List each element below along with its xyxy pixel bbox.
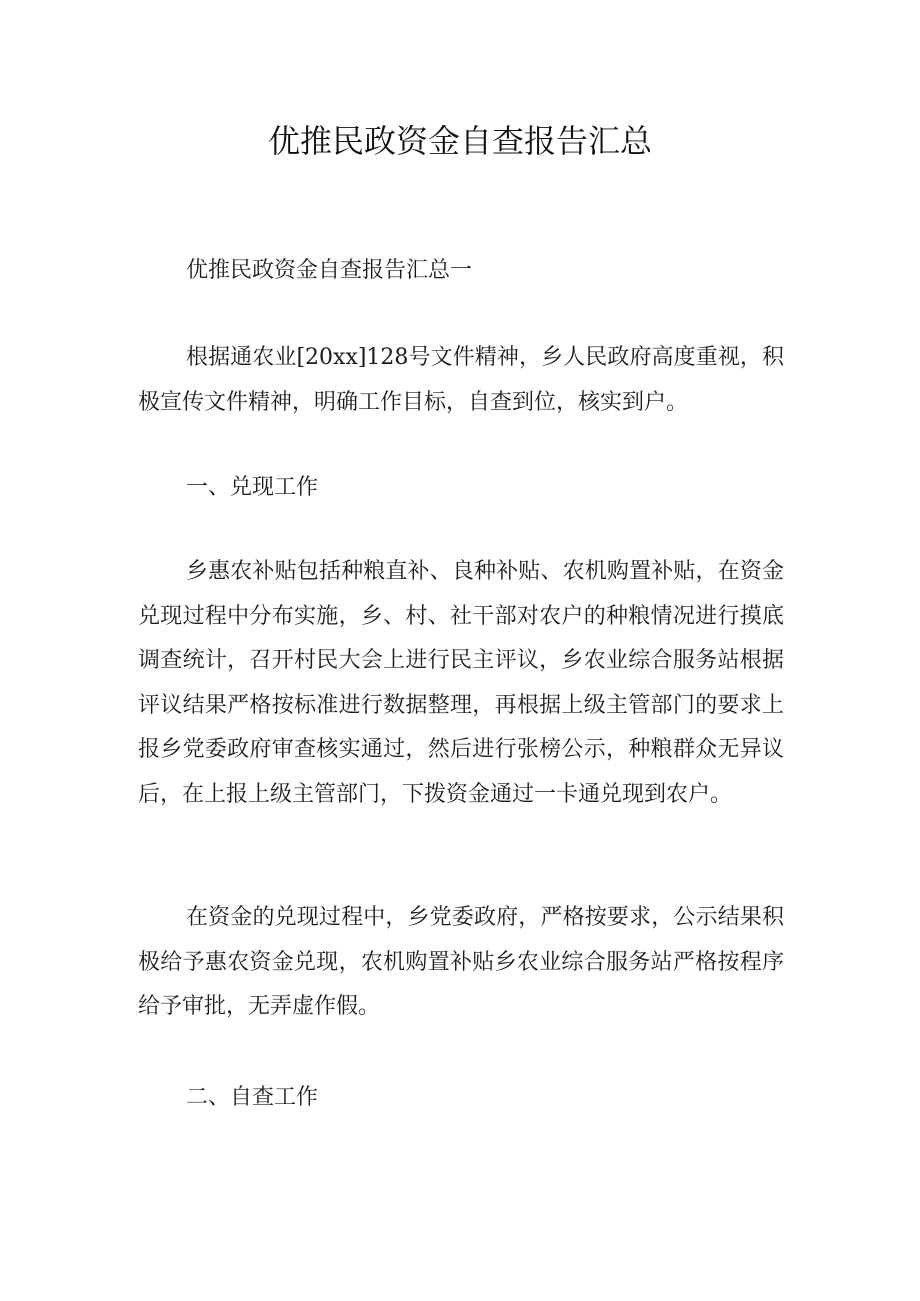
section-heading-2: 二、自查工作 — [186, 1085, 319, 1110]
section1-paragraph-2: 在资金的兑现过程中，乡党委政府，严格按要求，公示结果积极给予惠农资金兑现，农机购置补贴乡农业综合服务站严格按程序给予审批，无弄虚作假。 — [138, 905, 784, 1019]
section1-paragraph-1: 乡惠农补贴包括种粮直补、良种补贴、农机购置补贴，在资金兑现过程中分布实施，乡、村、社干部对农户的种粮情况进行摸底调查统计，召开村民大会上进行民主评议，乡农业综合服务站根据评议结果严格按标准进行数据整理，再根据上级主管部门的要求上报乡党委政府审查核实通过，然后进行张榜公示，种粮群众无异议后，在上报上级主管部门，下拨资金通过一卡通兑现到农户。 — [138, 559, 784, 807]
document-title: 优推民政资金自查报告汇总 — [267, 122, 652, 160]
intro-paragraph: 根据通农业[20xx]128号文件精神，乡人民政府高度重视，积极宣传文件精神，明确工作目标，自查到位，核实到户。 — [138, 345, 784, 415]
section-heading-1: 一、兑现工作 — [186, 475, 319, 500]
report-subtitle: 优推民政资金自查报告汇总一 — [186, 258, 473, 283]
